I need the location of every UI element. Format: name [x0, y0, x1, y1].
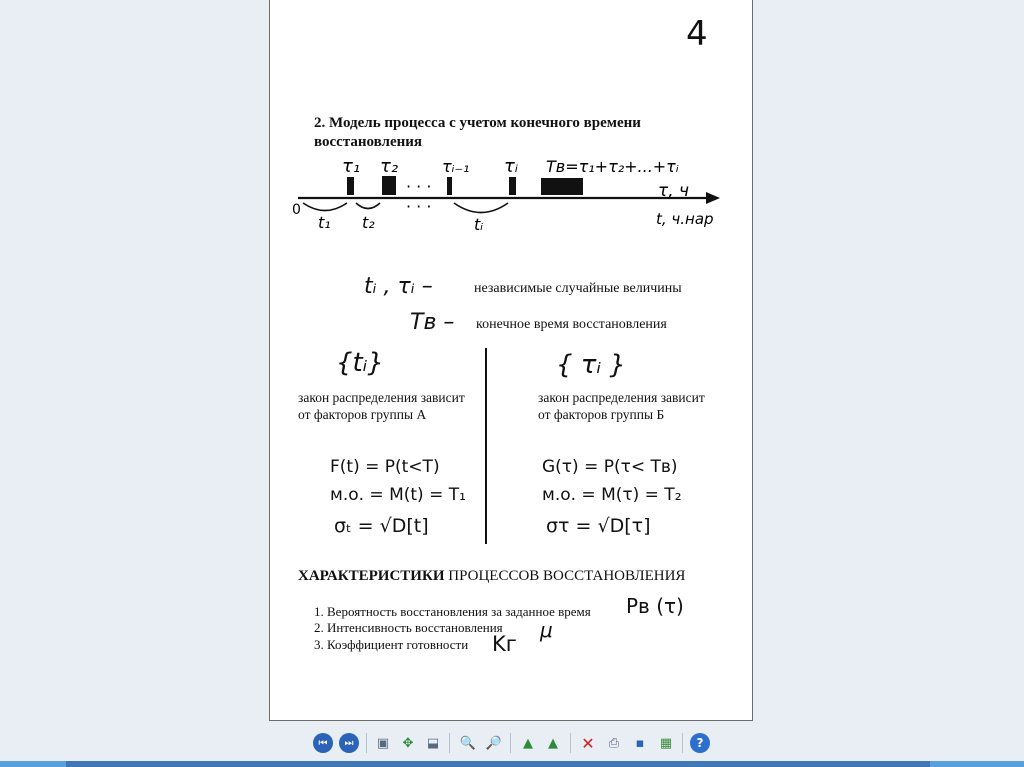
left-set-symbol: {tᵢ} — [336, 348, 384, 378]
left-formula-3: σₜ = √D[t] — [334, 515, 429, 537]
bottom-bar — [0, 761, 1024, 767]
zoom-out-icon[interactable]: 🔎 — [485, 735, 503, 751]
bottom-bar-segment — [0, 761, 66, 767]
interval-arc-2 — [356, 203, 380, 209]
definition-2-text: конечное время восстановления — [476, 317, 667, 332]
tau-label-2: τ₂ — [380, 156, 399, 177]
toolbar-separator — [510, 733, 511, 753]
definition-1-symbol: tᵢ , τᵢ – — [364, 274, 433, 299]
characteristics-title — [298, 568, 685, 585]
left-formula-2: м.о. = M(t) = T₁ — [330, 485, 466, 505]
image-icon[interactable]: ▦ — [659, 735, 673, 751]
repair-block-1 — [347, 177, 354, 195]
heading-line-2: восстановления — [314, 134, 423, 150]
heading-line-1: 2. Модель процесса с учетом конечного времени — [314, 115, 641, 131]
toolbar-separator — [366, 733, 367, 753]
toolbar-separator — [682, 733, 683, 753]
t-label-2: t₂ — [362, 213, 375, 232]
t-label-1: t₁ — [318, 213, 331, 232]
fit-page-icon[interactable]: ▣ — [376, 735, 390, 751]
timeline-dots-bottom: · · · — [406, 197, 432, 216]
timeline-origin: 0 — [292, 202, 301, 218]
tau-label-1: τ₁ — [342, 156, 361, 177]
characteristic-symbol-2: μ — [540, 618, 553, 642]
definition-1-text: независимые случайные величины — [474, 281, 682, 296]
total-repair-formula: Tв=τ₁+τ₂+...+τᵢ — [546, 157, 679, 176]
bottom-bar-segment — [930, 761, 1024, 767]
column-divider — [485, 348, 487, 544]
page-number: 4 — [686, 14, 708, 54]
repair-block-4 — [509, 177, 516, 195]
characteristic-symbol-3: Kг — [492, 632, 517, 656]
repair-block-total — [541, 178, 583, 195]
right-formula-1: G(τ) = P(τ< Tв) — [542, 457, 678, 477]
help-icon[interactable]: ? — [690, 733, 710, 753]
repair-block-2 — [382, 176, 396, 195]
characteristic-symbol-1: Pв (τ) — [626, 594, 684, 618]
right-formula-3: στ = √D[τ] — [546, 515, 651, 537]
toolbar-separator — [449, 733, 450, 753]
characteristics-title-bold: ХАРАКТЕРИСТИКИ — [298, 568, 445, 584]
interval-arc-1 — [303, 203, 347, 211]
characteristic-item-2: 2. Интенсивность восстановления — [314, 620, 503, 635]
tau-label-i: τᵢ — [504, 156, 519, 177]
timeline-diagram — [270, 148, 754, 238]
left-formula-1: F(t) = P(t<T) — [330, 457, 440, 477]
right-formula-2: м.о. = M(τ) = T₂ — [542, 485, 682, 505]
previous-icon[interactable]: ▲ — [523, 735, 533, 751]
print-icon[interactable]: ⎙ — [608, 735, 620, 751]
axis-arrow — [706, 192, 720, 204]
close-icon[interactable]: ✕ — [581, 733, 595, 753]
interval-arc-3 — [454, 203, 508, 213]
zoom-in-icon[interactable]: 🔍 — [459, 735, 477, 751]
toolbar-separator — [570, 733, 571, 753]
viewer-toolbar — [0, 723, 1024, 761]
axis-label-tau: τ, ч — [658, 181, 690, 201]
last-page-icon[interactable]: ⏭ — [339, 733, 359, 753]
axis-label-t: t, ч.нар — [656, 210, 714, 228]
repair-block-3 — [447, 177, 452, 195]
next-icon[interactable]: ▲ — [548, 735, 558, 751]
definition-2-symbol: Tв – — [410, 310, 455, 335]
first-page-icon[interactable]: ⏮ — [313, 733, 333, 753]
right-law-text: закон распределения зависит от факторов группы Б — [538, 390, 705, 422]
characteristic-item-1: 1. Вероятность восстановления за заданное время — [314, 604, 591, 619]
move-icon[interactable]: ✥ — [402, 735, 414, 751]
right-set-symbol: { τᵢ } — [556, 350, 626, 380]
timeline-dots-top: · · · — [406, 177, 432, 196]
document-page — [269, 0, 753, 721]
tau-label-i-minus-1: τᵢ₋₁ — [442, 157, 470, 176]
section-heading — [314, 114, 641, 152]
rotate-icon[interactable]: ⬓ — [426, 735, 440, 751]
save-icon[interactable]: ▪ — [635, 735, 645, 751]
characteristic-item-3: 3. Коэффициент готовности — [314, 637, 469, 652]
t-label-i: tᵢ — [474, 215, 484, 234]
characteristics-title-rest: ПРОЦЕССОВ ВОССТАНОВЛЕНИЯ — [448, 568, 686, 584]
left-law-text: закон распределения зависит от факторов группы А — [298, 390, 465, 422]
